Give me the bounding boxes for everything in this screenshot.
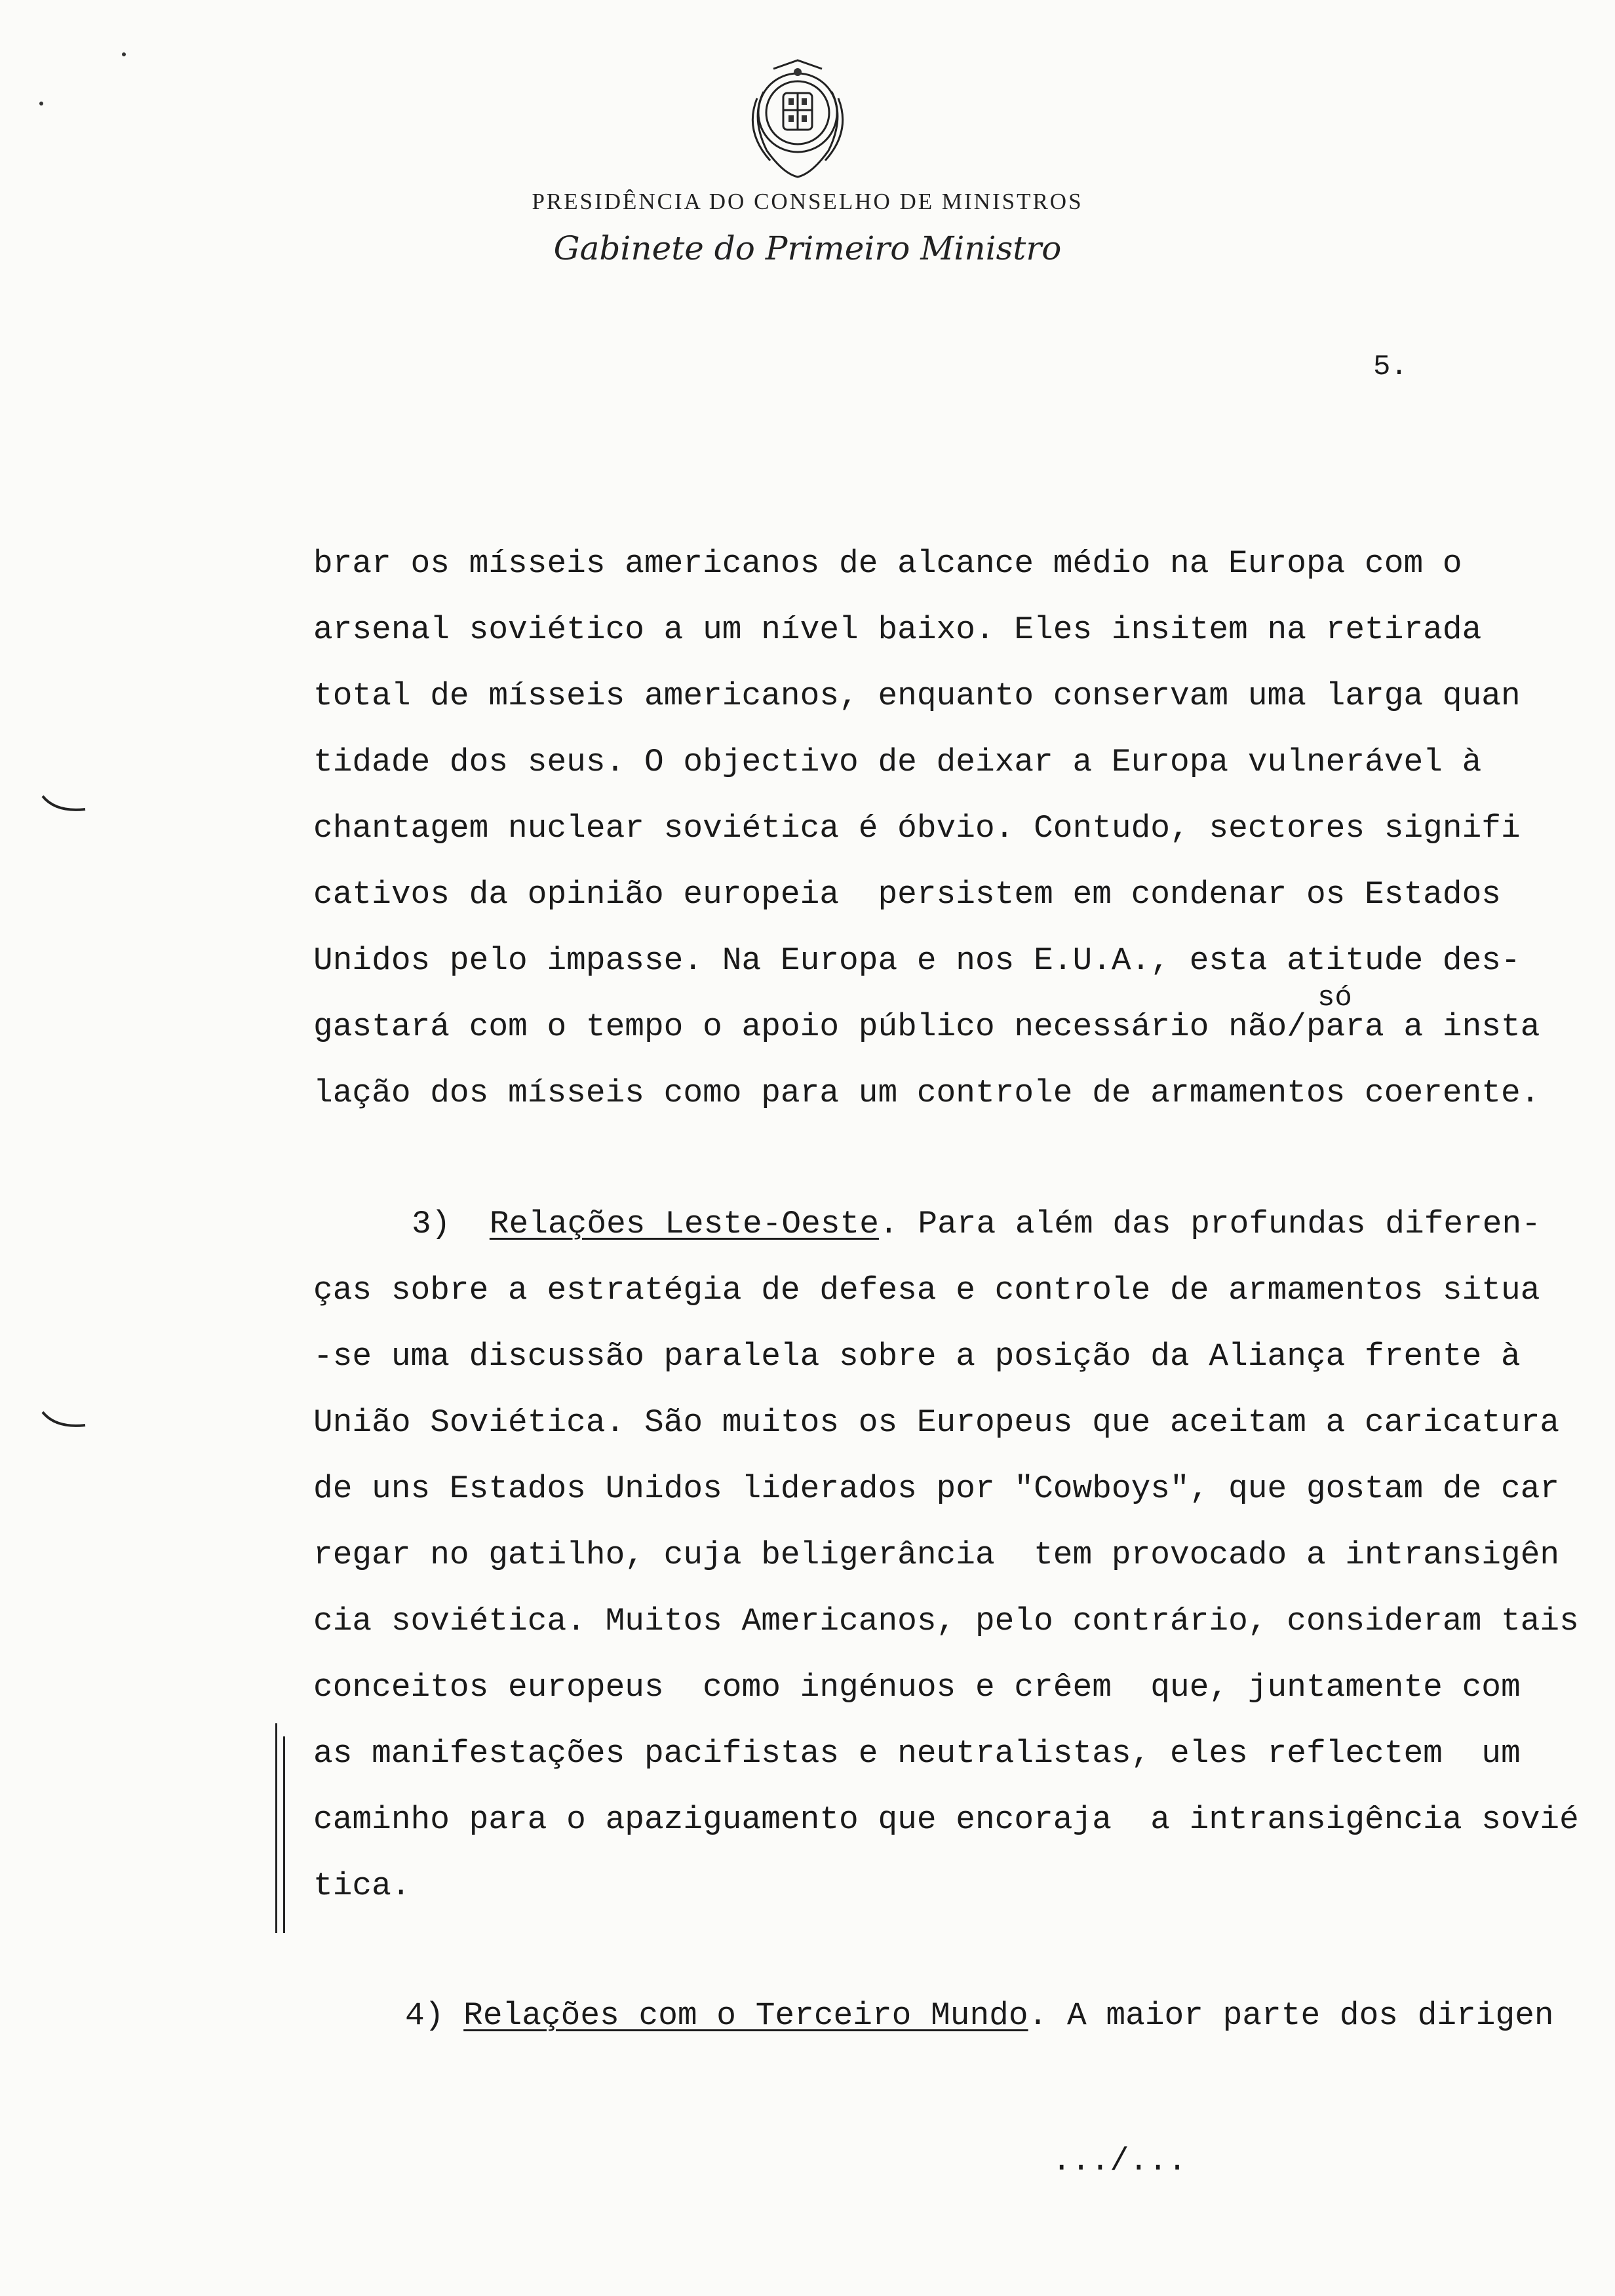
- continuation-mark: .../...: [1052, 2143, 1187, 2179]
- punch-dot: [122, 52, 126, 56]
- page-number: 5.: [1373, 351, 1408, 383]
- body-line: brar os mísseis americanos de alcance médio na Europa com o: [313, 545, 1462, 582]
- body-line: ças sobre a estratégia de defesa e controle de armamentos situa: [313, 1272, 1540, 1309]
- body-line: caminho para o apaziguamento que encoraja a intransigência sovié: [313, 1801, 1579, 1838]
- body-line: cativos da opinião europeia persistem em condenar os Estados: [313, 876, 1501, 913]
- binding-mark: [39, 1409, 92, 1435]
- handwritten-insertion: só: [1317, 982, 1352, 1014]
- section-heading-line: [405, 1996, 1554, 2035]
- section-heading-line: [412, 1204, 1541, 1244]
- body-line: as manifestações pacifistas e neutralistas, eles reflectem um: [313, 1735, 1521, 1772]
- section-heading: Relações Leste-Oeste: [489, 1206, 879, 1242]
- body-line: tica.: [313, 1867, 411, 1904]
- body-line: arsenal soviético a um nível baixo. Eles insitem na retirada: [313, 611, 1482, 648]
- body-line: conceitos europeus como ingénuos e crêem que, juntamente com: [313, 1669, 1521, 1706]
- body-line: Unidos pelo impasse. Na Europa e nos E.U.A., esta atitude des-: [313, 942, 1521, 979]
- margin-line: [275, 1723, 277, 1933]
- body-line: de uns Estados Unidos liderados por "Cowboys", que gostam de car: [313, 1470, 1560, 1507]
- binding-mark: [39, 793, 92, 819]
- heading-line-text: . Para além das profundas diferen-: [878, 1206, 1541, 1242]
- organization-name: PRESIDÊNCIA DO CONSELHO DE MINISTROS: [532, 189, 1083, 214]
- section-number: 3): [412, 1206, 451, 1242]
- body-line: gastará com o tempo o apoio público necessário não/para a insta: [313, 1008, 1540, 1045]
- section-heading: Relações com o Terceiro Mundo: [463, 1997, 1028, 2034]
- body-line: União Soviética. São muitos os Europeus que aceitam a caricatura: [313, 1404, 1560, 1441]
- coat-of-arms-seal: [737, 52, 859, 190]
- body-line: cia soviética. Muitos Americanos, pelo contrário, consideram tais: [313, 1603, 1579, 1639]
- body-line: total de mísseis americanos, enquanto conservam uma larga quan: [313, 678, 1521, 714]
- heading-line-text: . A maior parte dos dirigen: [1028, 1997, 1554, 2034]
- body-line: lação dos mísseis como para um controle de armamentos coerente.: [313, 1075, 1540, 1111]
- cabinet-signature: Gabinete do Primeiro Ministro: [553, 229, 1062, 267]
- body-line: regar no gatilho, cuja beligerância tem provocado a intransigên: [313, 1537, 1560, 1573]
- body-line: tidade dos seus. O objectivo de deixar a Europa vulnerável à: [313, 744, 1482, 780]
- body-line: chantagem nuclear soviética é óbvio. Contudo, sectores signifi: [313, 810, 1521, 847]
- body-line: -se uma discussão paralela sobre a posição da Aliança frente à: [313, 1338, 1521, 1375]
- section-number: 4): [405, 1997, 444, 2034]
- margin-line: [283, 1736, 285, 1933]
- punch-dot: [39, 102, 43, 105]
